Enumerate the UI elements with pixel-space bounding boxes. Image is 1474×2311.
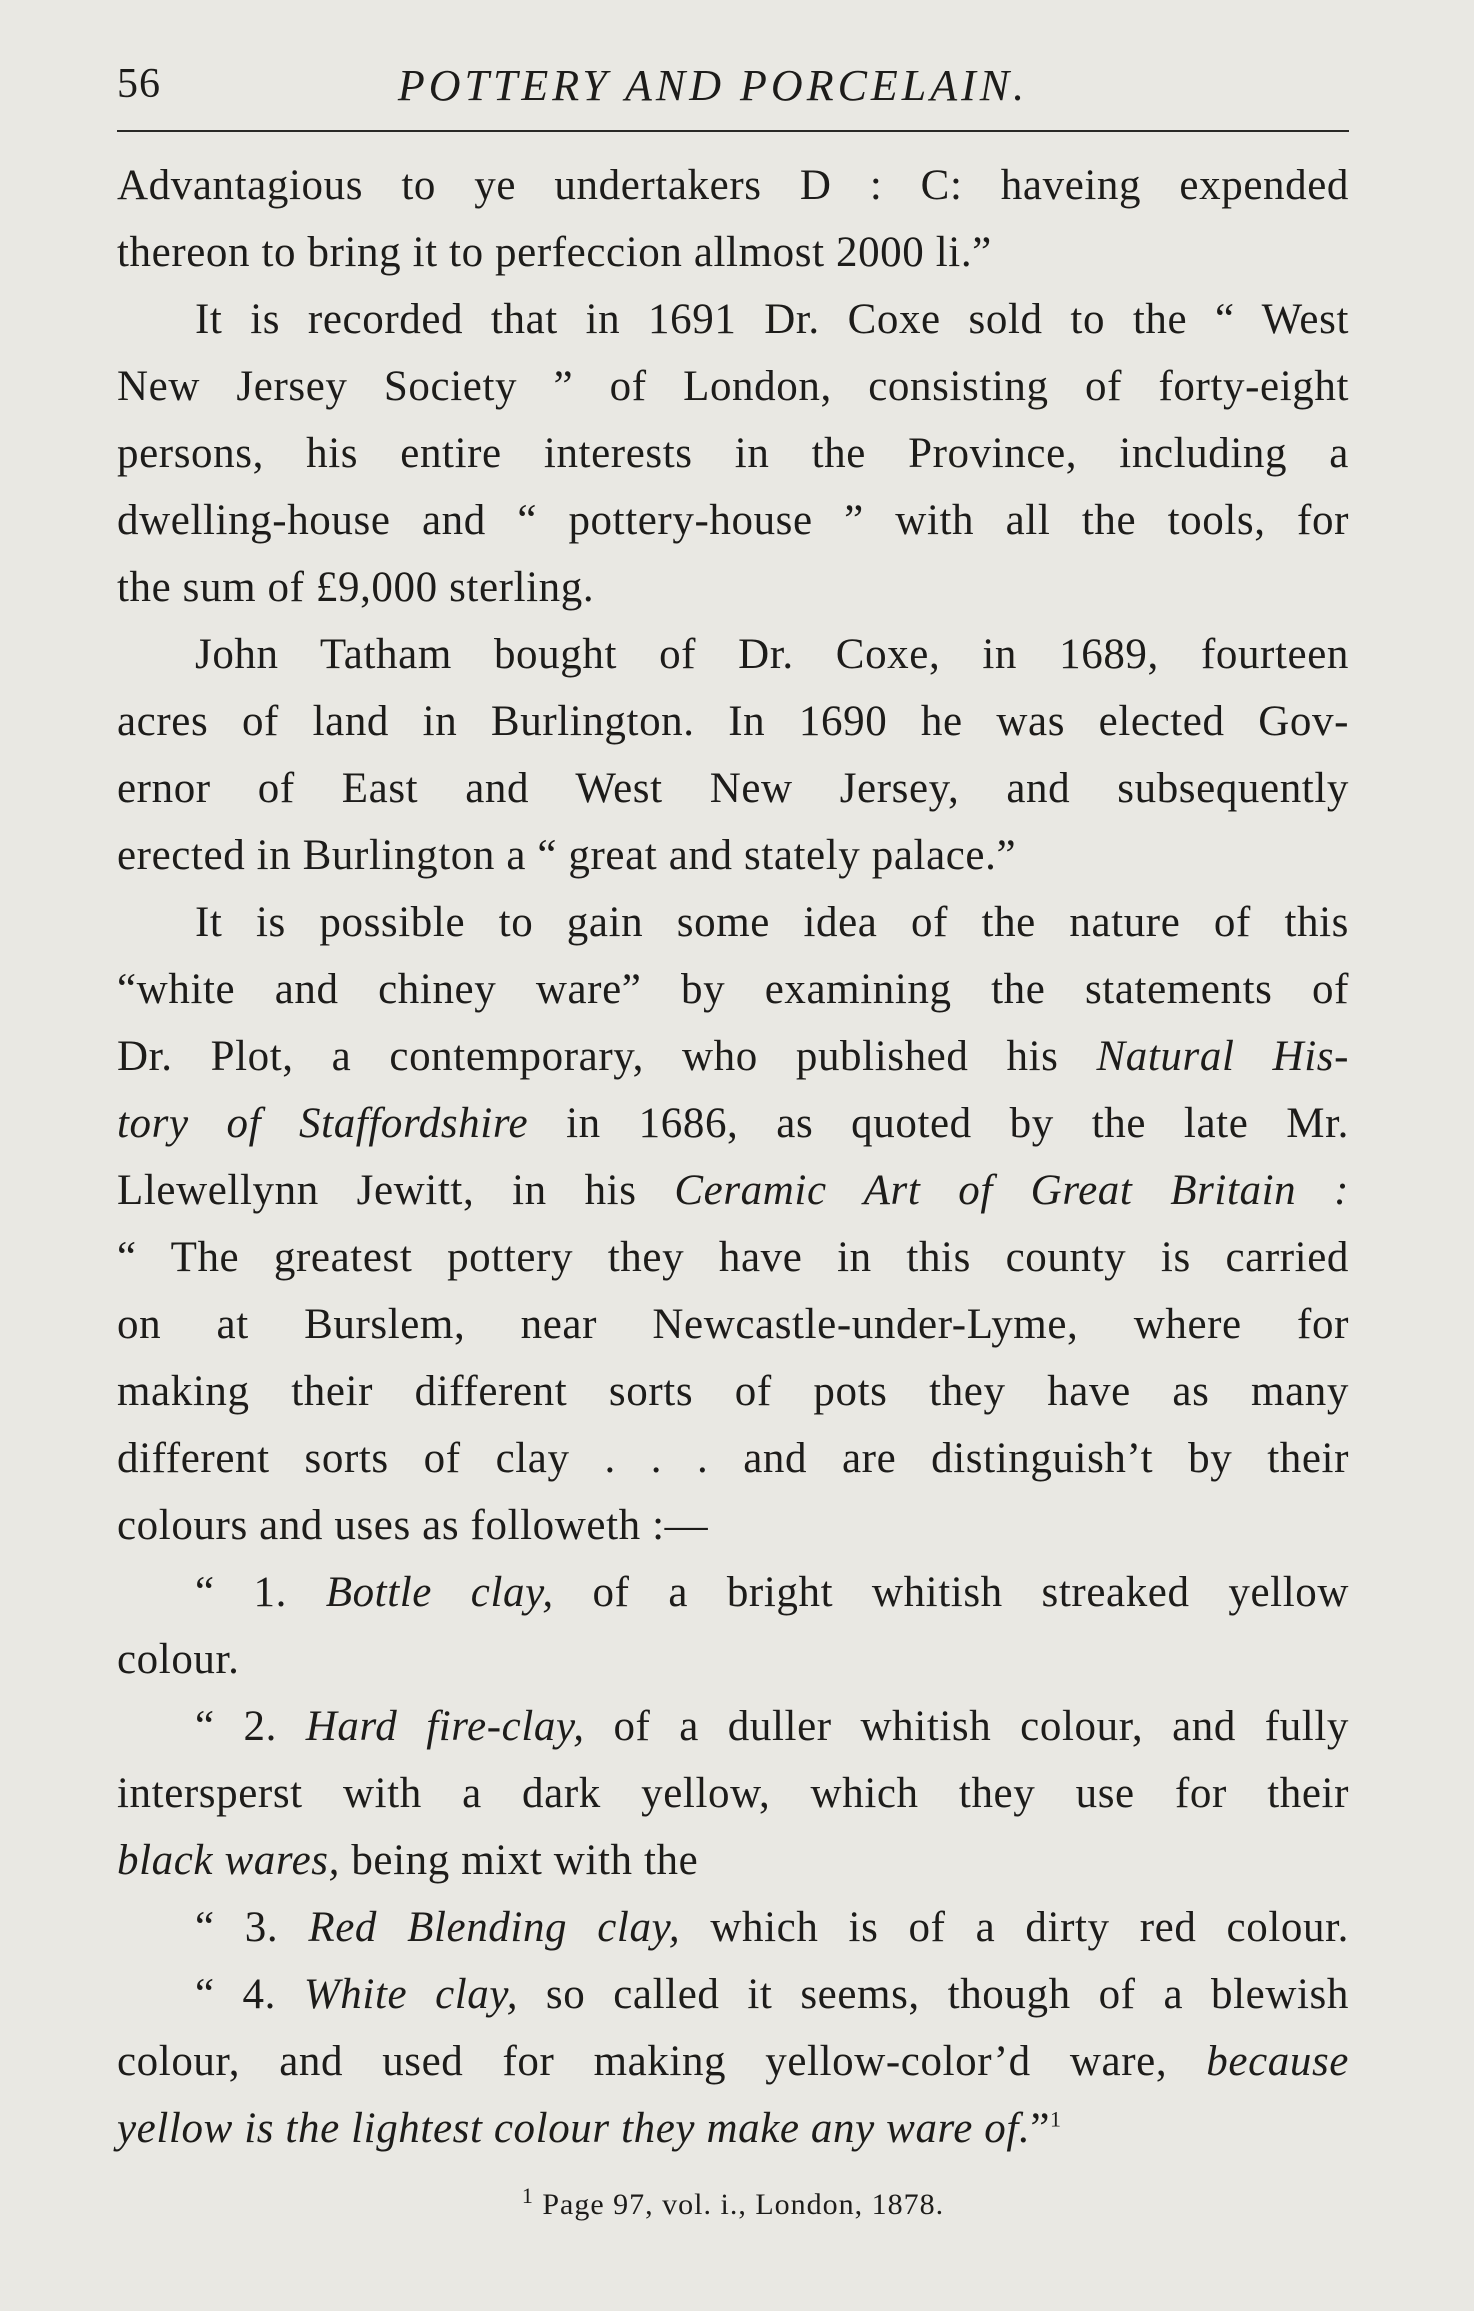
text-segment: acres of land in Burlington. In 1690 he was elected Gov- [117,698,1349,745]
text-segment: “ 1. [195,1569,326,1616]
text-segment: on at Burslem, near Newcastle-under-Lyme, where for [117,1301,1349,1348]
text-line [117,1626,1349,1693]
text-line [117,487,1349,554]
text-segment: “ 3. [195,1904,309,1951]
text-segment: Llewellynn Jewitt, in his [117,1167,675,1214]
text-line [117,822,1349,889]
text-line [117,1827,1349,1894]
italic-text: Ceramic Art of Great Britain : [674,1167,1349,1214]
text-segment: erected in Burlington a “ great and stately palace.” [117,832,1017,879]
italic-text: Red Blending clay, [308,1904,681,1951]
text-segment: so called it seems, though of a blewish [518,1971,1349,2018]
text-line [117,1559,1349,1626]
text-line [117,152,1349,219]
text-segment: ernor of East and West New Jersey, and subsequently [117,765,1349,812]
text-segment: New Jersey Society ” of London, consisting of forty-eight [117,363,1349,410]
text-line [117,1693,1349,1760]
text-line [117,1023,1349,1090]
text-segment: the sum of £9,000 sterling. [117,564,595,611]
text-segment: Advantagious to ye undertakers D : C: haveing expended [117,162,1349,209]
text-segment: “ 2. [195,1703,306,1750]
text-segment: “ The greatest pottery they have in this county is carried [117,1234,1349,1281]
text-segment: dwelling-house and “ pottery-house ” with all the tools, for [117,497,1349,544]
text-line [117,1760,1349,1827]
text-segment: ” [1030,2105,1050,2152]
text-segment: in 1686, as quoted by the late Mr. [528,1100,1350,1147]
text-line [117,2095,1349,2162]
text-segment: different sorts of clay . . . and are distinguish’t by their [117,1435,1349,1482]
text-segment: colour. [117,1636,240,1683]
text-segment: “white and chiney ware” by examining the statements of [117,966,1349,1013]
text-line [117,688,1349,755]
italic-text: Hard fire-clay, [305,1703,585,1750]
text-line [117,219,1349,286]
footnote [117,2183,1349,2222]
header-rule [117,130,1349,132]
body-text [117,152,1349,2162]
text-segment: Dr. Plot, a contemporary, who published his [117,1033,1097,1080]
italic-text: black wares, [117,1837,340,1884]
text-segment: colour, and used for making yellow-color’d ware, [117,2038,1207,2085]
text-segment: persons, his entire interests in the Province, including a [117,430,1349,477]
page-header [117,52,1349,122]
text-line [117,420,1349,487]
text-segment: making their different sorts of pots they have as many [117,1368,1349,1415]
text-line [117,1425,1349,1492]
text-segment: being mixt with the [339,1837,699,1884]
text-segment: It is recorded that in 1691 Dr. Coxe sold to the “ West [195,296,1349,343]
text-line [117,889,1349,956]
text-line [117,1894,1349,1961]
text-line [117,554,1349,621]
text-line [117,2028,1349,2095]
footnote-reference: 1 [1050,2106,1062,2132]
footnote-text: Page 97, vol. i., London, 1878. [533,2188,945,2221]
text-segment: intersperst with a dark yellow, which they use for their [117,1770,1349,1817]
text-line [117,1224,1349,1291]
text-segment: “ 4. [195,1971,304,2018]
italic-text: Bottle clay, [325,1569,554,1616]
text-segment: of a bright whitish streaked yellow [553,1569,1349,1616]
italic-text: yellow is the lightest colour they make any ware of. [117,2105,1031,2152]
text-segment: which is of a dirty red colour. [680,1904,1349,1951]
text-line [117,755,1349,822]
text-line [117,1358,1349,1425]
text-segment: It is possible to gain some idea of the nature of this [195,899,1349,946]
italic-text: Natural His- [1096,1033,1349,1080]
text-line [117,1157,1349,1224]
text-line [117,1961,1349,2028]
text-segment: of a duller whitish colour, and fully [584,1703,1350,1750]
text-line [117,353,1349,420]
text-line [117,621,1349,688]
text-line [117,286,1349,353]
page-number: 56 [117,61,161,107]
footnote-mark: 1 [521,2183,534,2208]
text-line [117,1291,1349,1358]
italic-text: because [1206,2038,1349,2085]
text-segment: thereon to bring it to perfeccion allmost 2000 li.” [117,229,992,276]
text-line [117,1492,1349,1559]
text-segment: John Tatham bought of Dr. Coxe, in 1689, fourteen [195,631,1349,678]
text-line [117,1090,1349,1157]
italic-text: White clay, [303,1971,519,2018]
running-title: POTTERY AND PORCELAIN. [397,61,1029,110]
text-line [117,956,1349,1023]
italic-text: tory of Staffordshire [117,1100,529,1147]
text-segment: colours and uses as followeth :— [117,1502,709,1549]
